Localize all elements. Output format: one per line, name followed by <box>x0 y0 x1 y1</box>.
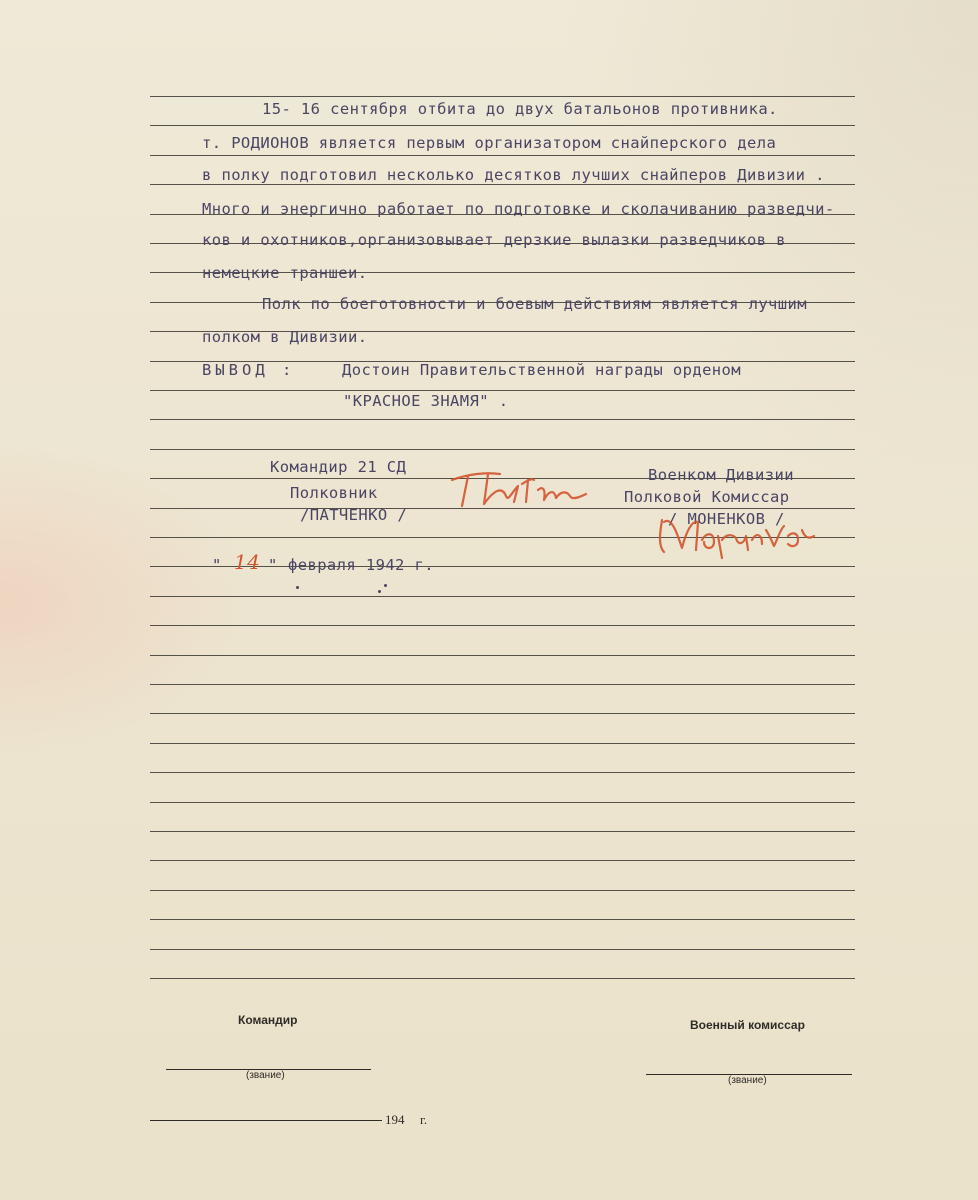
ruled-line <box>150 449 855 450</box>
date-day: 14 <box>234 550 261 574</box>
ruled-line <box>150 772 855 773</box>
ruled-line <box>150 184 855 185</box>
ruled-line <box>150 949 855 950</box>
ruled-line <box>150 596 855 597</box>
commissar-rank: Полковой Комиссар <box>624 488 790 506</box>
body-line-1: 15- 16 сентября отбита до двух батальонов противника. <box>262 100 778 118</box>
ruled-line <box>150 831 855 832</box>
body-line-3: в полку подготовил несколько десятков лучших снайперов Дивизии . <box>202 166 825 184</box>
award-name: "КРАСНОЕ ЗНАМЯ" . <box>343 392 509 410</box>
body-line-6: немецкие траншеи. <box>202 264 368 282</box>
ruled-line <box>150 125 855 126</box>
ruled-line <box>150 655 855 656</box>
date-fill-line <box>150 1120 382 1121</box>
commander-name: /ПАТЧЕНКО / <box>300 506 408 524</box>
ruled-line <box>150 155 855 156</box>
year-prefix: 194 <box>385 1112 405 1127</box>
commander-label: Командир <box>238 1013 298 1027</box>
date-close-quote: " <box>268 556 278 574</box>
ruled-line <box>150 419 855 420</box>
ink-dot <box>384 584 387 587</box>
ruled-line <box>150 802 855 803</box>
commissar-name: / МОНЕНКОВ / <box>668 510 785 528</box>
year-suffix: г. <box>420 1112 428 1127</box>
ink-dot <box>296 586 299 589</box>
body-line-7: Полк по боеготовности и боевым действиям является лучшим <box>262 295 807 313</box>
date-rest: февраля 1942 г. <box>288 556 434 574</box>
commissar-signature <box>652 506 820 564</box>
ruled-line <box>150 390 855 391</box>
ruled-line <box>150 684 855 685</box>
body-line-2: т. РОДИОНОВ является первым организатором снайперского дела <box>202 134 777 152</box>
commissar-title: Военком Дивизии <box>648 466 794 484</box>
ruled-line <box>150 890 855 891</box>
body-line-5: ков и охотников,организовывает дерзкие вылазки разведчиков в <box>202 231 786 249</box>
ruled-line <box>150 978 855 979</box>
ink-dot <box>378 590 381 593</box>
ruled-line <box>150 860 855 861</box>
conclusion-label: ВЫВОД : <box>202 361 296 379</box>
commissar-rank-caption: (звание) <box>728 1075 767 1086</box>
ruled-line <box>150 743 855 744</box>
body-line-4: Много и энергично работает по подготовке и сколачиванию разведчи- <box>202 200 835 218</box>
ruled-line <box>150 713 855 714</box>
commander-rank: Полковник <box>290 484 378 502</box>
conclusion-text: Достоин Правительственной награды орденом <box>342 361 742 379</box>
commander-title: Командир 21 СД <box>270 458 407 476</box>
commissar-label: Военный комиссар <box>690 1018 805 1032</box>
body-line-8: полком в Дивизии. <box>202 328 368 346</box>
commander-signature <box>448 462 590 512</box>
ruled-line <box>150 625 855 626</box>
ruled-line <box>150 96 855 97</box>
date-open-quote: " <box>212 556 222 574</box>
commander-rank-caption: (звание) <box>246 1070 285 1081</box>
ruled-line <box>150 919 855 920</box>
